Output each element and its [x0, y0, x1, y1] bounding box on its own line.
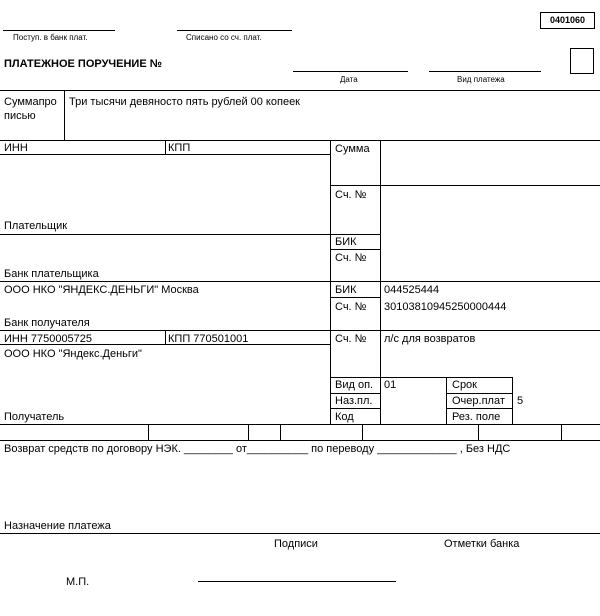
- rule-payer-bik-bottom: [330, 249, 380, 250]
- amount-words-label-1: Суммапро: [4, 96, 57, 108]
- recipient-bank-account-value: 30103810945250000444: [384, 301, 507, 313]
- rule-tax-3: [280, 424, 281, 440]
- recipient-bank-bik-label: БИК: [335, 284, 357, 296]
- rule-labels-left: [330, 140, 331, 424]
- amount-words-label-2: писью: [4, 110, 36, 122]
- payer-bank-bik-label: БИК: [335, 236, 357, 248]
- recipient-bank-label: Банк получателя: [4, 317, 90, 329]
- op-type-value: 01: [384, 379, 397, 391]
- received-line: [3, 30, 115, 31]
- payment-purpose-text: Возврат средств по договору НЭК. ________ от__________ по переводу _____________ , Без НДС: [4, 443, 511, 455]
- priority-value: 5: [517, 395, 524, 407]
- rule-recipient-bank-bottom: [0, 330, 600, 331]
- rule-codes-row2: [330, 393, 380, 394]
- rule-tax-2: [248, 424, 249, 440]
- rule-codes-right: [512, 377, 513, 424]
- rule-recipient-inn-split: [165, 330, 166, 344]
- rule-codes-row3: [330, 408, 380, 409]
- rule-payer-bottom: [0, 234, 380, 235]
- rule-inn-kpp-split: [165, 140, 166, 154]
- date-label: Дата: [340, 75, 358, 84]
- debited-line: [177, 30, 292, 31]
- bank-marks-label: Отметки банка: [444, 538, 520, 550]
- payment-purpose-label: Назначение платежа: [4, 520, 111, 532]
- debited-label: Списано со сч. плат.: [186, 33, 262, 42]
- rule-tax-bottom: [0, 440, 600, 441]
- rule-recipient-inn-bottom: [0, 344, 330, 345]
- rule-tax-5: [478, 424, 479, 440]
- rule-amount-split: [64, 90, 65, 140]
- received-label: Поступ. в банк плат.: [13, 33, 88, 42]
- rule-inn-top: [0, 140, 600, 141]
- payer-bank-account-label: Сч. №: [335, 252, 367, 264]
- rule-labels-right: [380, 140, 381, 424]
- recipient-inn: ИНН 7750005725: [4, 333, 93, 345]
- rule-payer-bank-bottom: [0, 281, 600, 282]
- stamp-label: М.П.: [66, 576, 90, 588]
- rule-tax-1: [148, 424, 149, 440]
- rule-inn-bottom: [0, 154, 330, 155]
- signatures-label: Подписи: [274, 538, 318, 550]
- recipient-bank-name: ООО НКО "ЯНДЕКС.ДЕНЬГИ" Москва: [4, 284, 199, 296]
- rule-purpose-bottom: [0, 533, 600, 534]
- rule-codes-row3-right: [446, 408, 512, 409]
- rule-tax-6: [561, 424, 562, 440]
- signature-line: [198, 581, 396, 582]
- payment-type-line: [429, 71, 541, 72]
- recipient-account-label: Сч. №: [335, 333, 367, 345]
- rule-amount-top: [0, 90, 600, 91]
- document-title: ПЛАТЕЖНОЕ ПОРУЧЕНИЕ №: [4, 58, 162, 70]
- payer-account-label: Сч. №: [335, 189, 367, 201]
- status-box: [570, 48, 594, 74]
- rule-codes-row2-right: [446, 393, 512, 394]
- purpose-code-label: Наз.пл.: [335, 395, 373, 407]
- recipient-kpp: КПП 770501001: [168, 333, 249, 345]
- date-line: [293, 71, 408, 72]
- rule-codes-top: [330, 377, 512, 378]
- code-label: Код: [335, 411, 354, 423]
- reserved-label: Рез. поле: [452, 411, 501, 423]
- amount-words-value: Три тысячи девяносто пять рублей 00 копеек: [69, 96, 300, 108]
- payer-kpp-label: КПП: [168, 142, 191, 154]
- rule-tax-top: [0, 424, 600, 425]
- recipient-name: ООО НКО "Яндекс.Деньги": [4, 348, 142, 360]
- rule-tax-4: [362, 424, 363, 440]
- payer-bank-label: Банк плательщика: [4, 268, 99, 280]
- sum-label: Сумма: [335, 143, 370, 155]
- rule-recipient-bik-bottom: [330, 297, 380, 298]
- recipient-bank-bik-value: 044525444: [384, 284, 440, 296]
- recipient-bank-account-label: Сч. №: [335, 301, 367, 313]
- term-label: Срок: [452, 379, 477, 391]
- payer-label: Плательщик: [4, 220, 68, 232]
- recipient-account-value: л/с для возвратов: [384, 333, 476, 345]
- priority-label: Очер.плат: [452, 395, 505, 407]
- form-code: 0401060: [549, 15, 586, 25]
- rule-sum-bottom: [330, 185, 600, 186]
- payer-inn-label: ИНН: [4, 142, 28, 154]
- payment-type-label: Вид платежа: [457, 75, 505, 84]
- recipient-label: Получатель: [4, 411, 65, 423]
- rule-codes-mid: [446, 377, 447, 424]
- op-type-label: Вид оп.: [335, 379, 374, 391]
